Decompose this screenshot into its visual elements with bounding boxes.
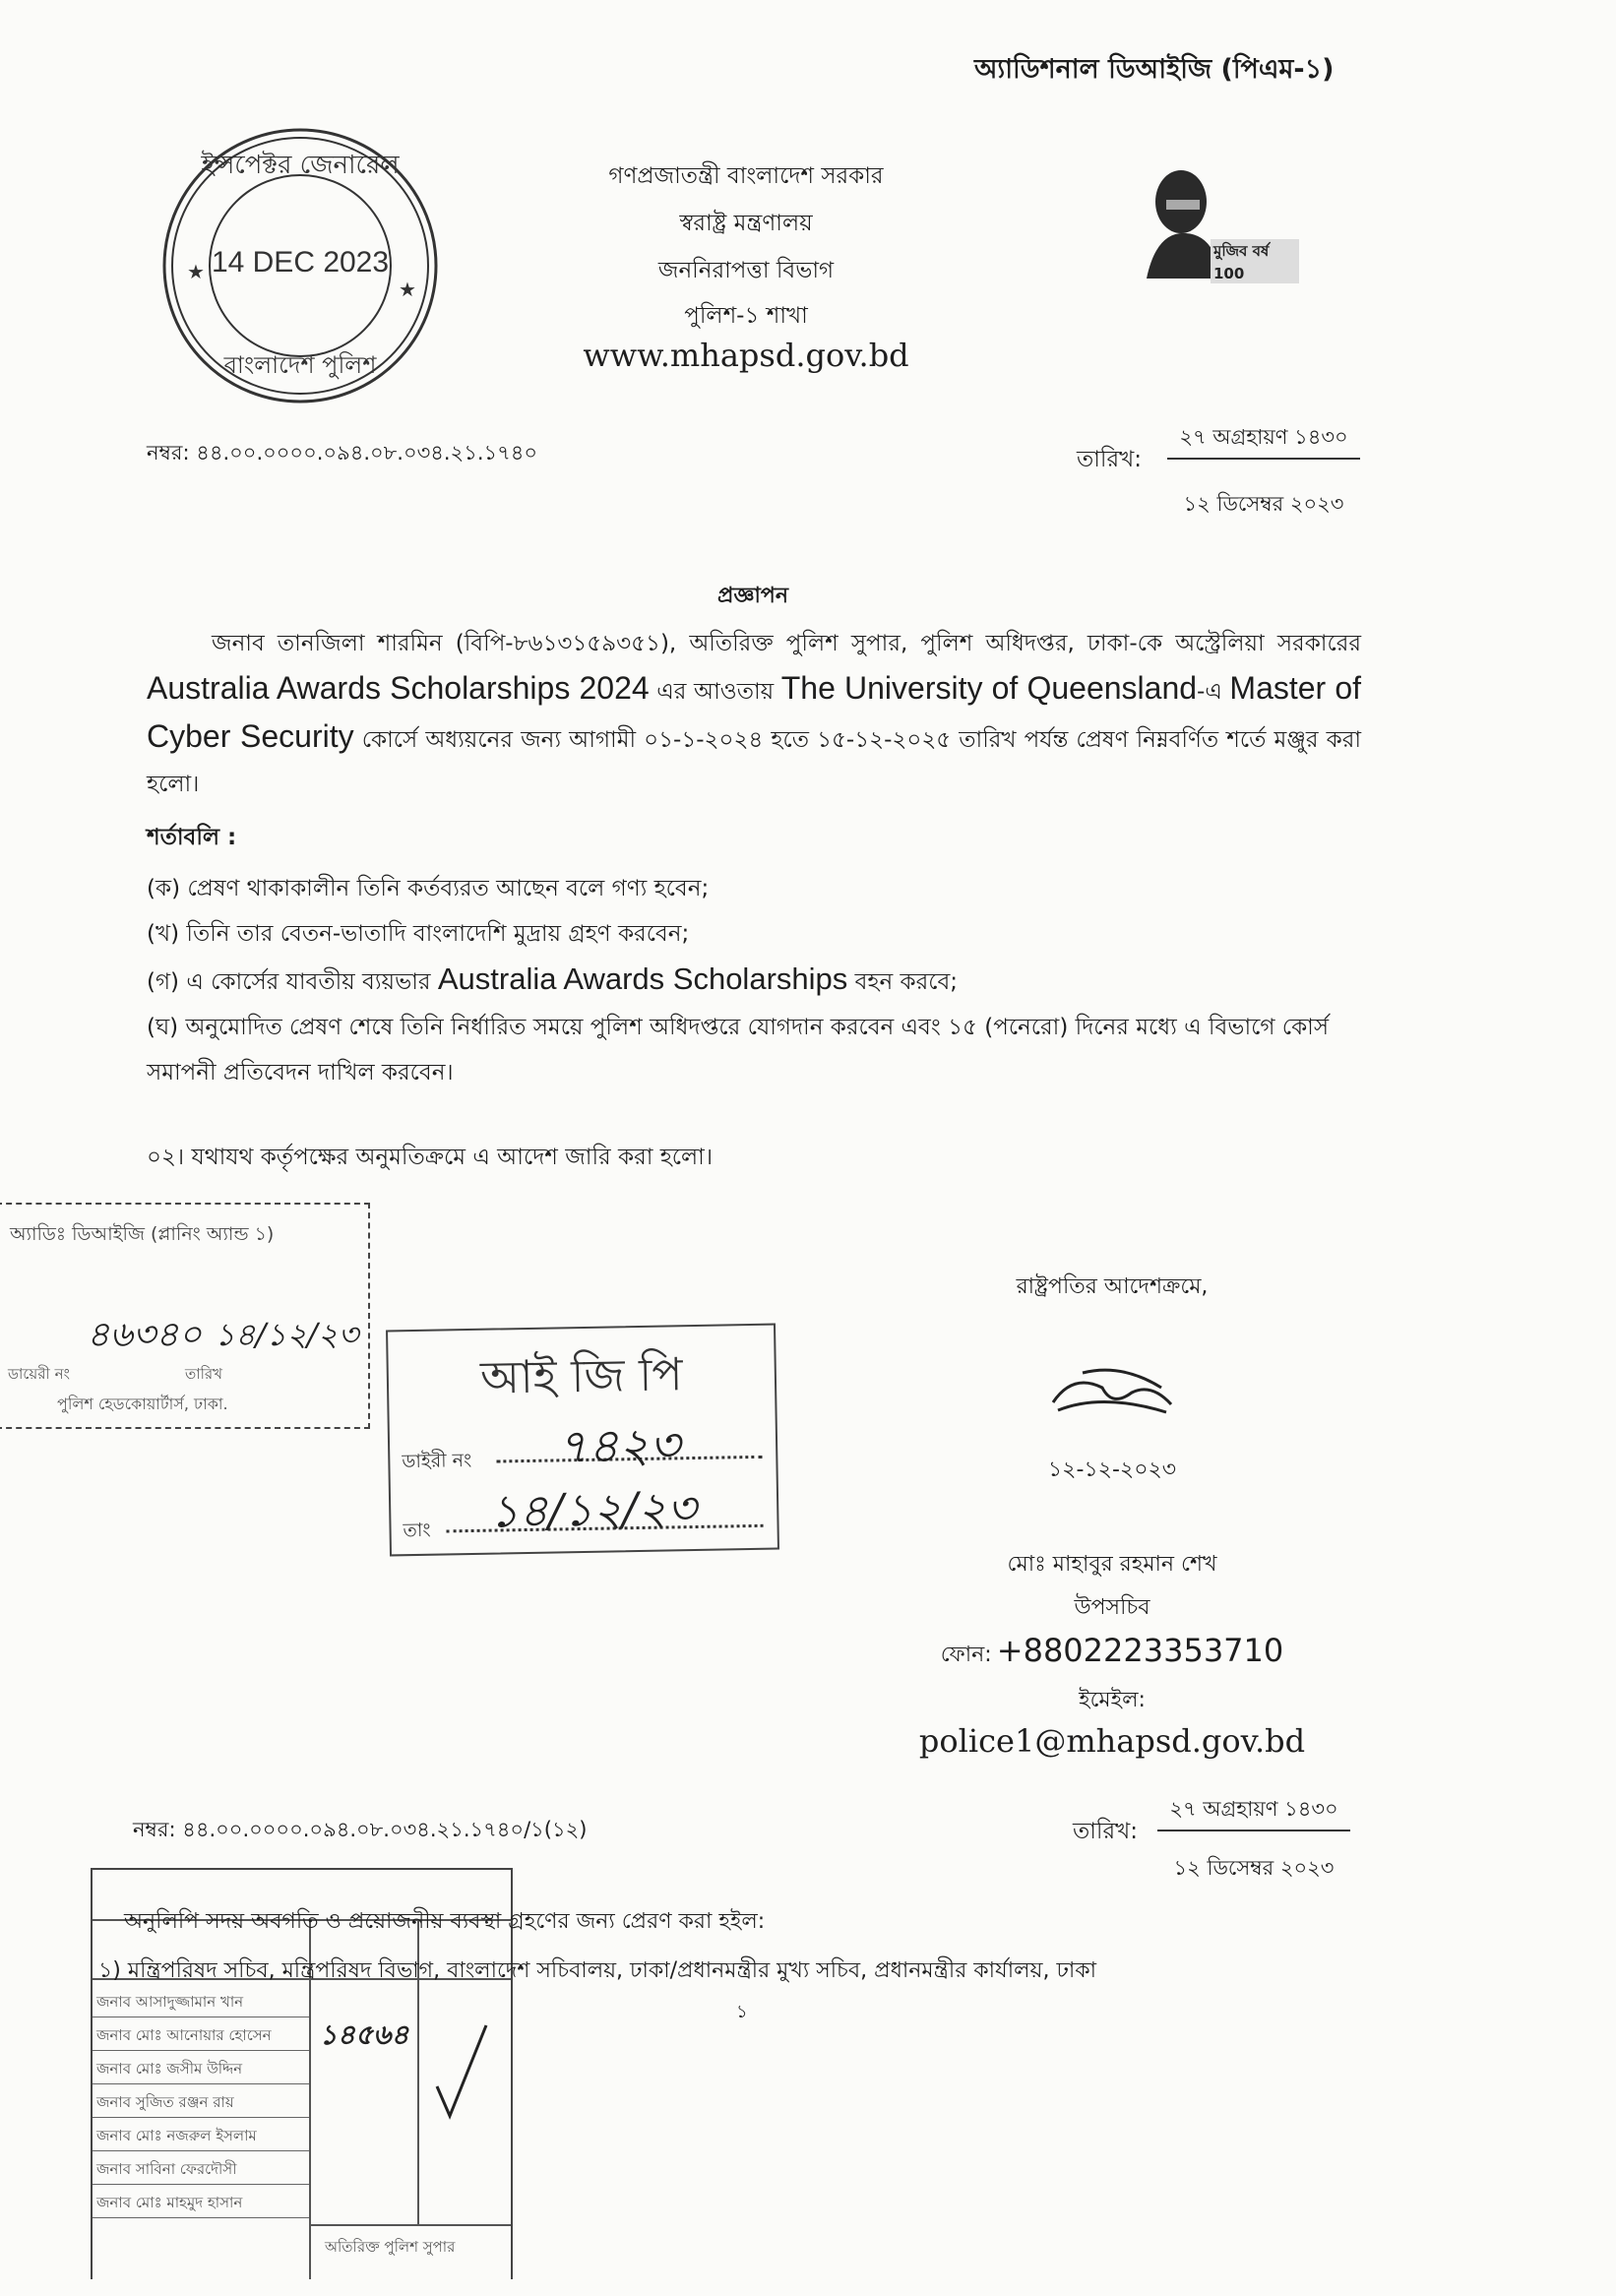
stamp-diary-number: ৪৬৩৪০ [87, 1315, 202, 1355]
seal-bottom-text: বাংলাদেশ পুলিশ [223, 351, 377, 379]
notification-body-section [147, 622, 1361, 1180]
routing-row: জনাব সুজিত রঞ্জন রায় [93, 2086, 309, 2118]
routing-row: জনাব মোঃ নজরুল ইসলাম [93, 2120, 309, 2151]
handwritten-signature [1043, 1363, 1181, 1432]
stamp-date-label: তারিখ [185, 1365, 222, 1383]
condition-text: বহন করবে; [854, 969, 959, 995]
ministry-name: স্বরাষ্ট্র মন্ত্রণালয় [679, 211, 813, 236]
stamp-date-label: তাং [403, 1519, 431, 1542]
phone-number: +8802223353710 [996, 1632, 1284, 1669]
stamp-diary-label: ডায়েরী নং [8, 1365, 70, 1383]
body-text: কোর্সে অধ্যয়নের জন্য আগামী ০১-১-২০২৪ হতে ১৫-১২-২০২৫ তারিখ পর্যন্ত প্রেষণ নিম্নবর্ণিত শর্তে মঞ্জুর করা হলো। [147, 727, 1362, 797]
routing-names [93, 1986, 309, 2222]
document-classification-label: অ্যাডিশনাল ডিআইজি (পিএম-১) [974, 54, 1335, 85]
seal-top-text: ইন্সপেক্টর জেনারেল [201, 151, 400, 180]
copy-date-bangla: ২৭ অগ্রহায়ণ ১৪৩০ [1157, 1793, 1350, 1831]
email-label: ইমেইল: [1079, 1688, 1146, 1712]
university-name: The University of Queensland [780, 670, 1198, 706]
routing-row: জনাব মোঃ আনোয়ার হোসেন [93, 2019, 309, 2051]
branch-name: পুলিশ-১ শাখা [684, 303, 808, 329]
notification-body [147, 622, 1361, 807]
ig-office-seal [157, 123, 443, 408]
mujib-borsho-logo [1127, 162, 1299, 280]
condition-kha: (খ) তিনি তার বেতন-ভাতাদি বাংলাদেশি মুদ্রায় গ্রহণ করবেন; [147, 921, 690, 947]
conditions-heading: শর্তাবলি : [147, 825, 237, 850]
email-address[interactable]: police1@mhapsd.gov.bd [918, 1722, 1306, 1760]
date-label: তারিখ: [1077, 447, 1143, 472]
phone-label: ফোন: [940, 1643, 992, 1667]
presidential-order-line: রাষ্ট্রপতির আদেশক্রমে, [1016, 1274, 1209, 1299]
notification-title: প্রজ্ঞাপন [717, 584, 788, 608]
division-name: জননিরাপত্তা বিভাগ [657, 258, 835, 283]
stamp-date-handwritten: ১৪/১২/২৩ [215, 1316, 359, 1353]
stamp-igp-title: আই জি পি [479, 1347, 684, 1404]
condition-gha: (ঘ) অনুমোদিত প্রেষণ শেষে তিনি নির্ধারিত সময়ে পুলিশ অধিদপ্তরে যোগদান করবেন এবং ১৫ (পনেরো) দিনের মধ্যে এ বিভাগে কোর্স সমাপনী প্রতিবেদন দাখিল করবেন। [147, 1015, 1330, 1086]
signatory-designation: উপসচিব [1074, 1595, 1150, 1620]
condition-ga [147, 957, 1361, 1005]
copy-memo-number: নম্বর: ৪৪.০০.০০০০.০৯৪.০৮.০৩৪.২১.১৭৪০/১(১২) [133, 1818, 588, 1841]
routing-row: জনাব মোঃ জসীম উদ্দিন [93, 2053, 309, 2084]
copy-date-label: তারিখ: [1073, 1819, 1139, 1844]
website-link[interactable]: www.mhapsd.gov.bd [583, 337, 909, 374]
receipt-stamp-addl-dig [0, 1203, 370, 1429]
signatory-name: মোঃ মাহাবুর রহমান শেখ [1007, 1552, 1217, 1577]
condition-ka: (ক) প্রেষণ থাকাকালীন তিনি কর্তব্যরত আছেন বলে গণ্য হবেন; [147, 876, 710, 901]
phone-line [866, 1632, 1358, 1674]
routing-stamp-number: ১৪৫৬৪ [319, 2018, 409, 2051]
body-text: এর আওতায় [656, 679, 775, 705]
seal-date: 14 DEC 2023 [211, 246, 390, 279]
routing-footer: অতিরিক্ত পুলিশ সুপার [325, 2238, 456, 2256]
page-number: ১ [736, 2002, 748, 2022]
course-name: Master of Cyber Security [147, 670, 1362, 754]
body-text: জনাব তানজিলা শারমিন (বিপি-৮৬১৩১৫৯৩৫১), অতিরিক্ত পুলিশ সুপার, পুলিশ অধিদপ্তর, ঢাকা-কে অস্ট্রেলিয়া সরকারের [212, 631, 1361, 656]
condition-text: (গ) এ কোর্সের যাবতীয় ব্যয়ভার [147, 969, 431, 995]
svg-text:★: ★ [399, 278, 416, 301]
stamp-header: অ্যাডিঃ ডিআইজি (প্লানিং অ্যান্ড ১) [10, 1223, 275, 1245]
svg-text:★: ★ [187, 260, 205, 283]
signature-date: ১২-১২-২০২৩ [1047, 1458, 1177, 1482]
stamp-date-handwritten: ১৪/১২/২৩ [488, 1480, 697, 1538]
copy-intro: অনুলিপি সদয় অবগতি ও প্রয়োজনীয় ব্যবস্থা গ্রহণের জন্য প্রেরণ করা হইল: [124, 1909, 766, 1934]
stamp-footer: পুলিশ হেডকোয়ার্টার্স, ঢাকা. [57, 1395, 228, 1413]
memo-number: নম্বর: ৪৪.০০.০০০০.০৯৪.০৮.০৩৪.২১.১৭৪০ [147, 441, 538, 465]
date-bangla: ২৭ অগ্রহায়ণ ১৪৩০ [1167, 421, 1360, 460]
checkmark-icon [432, 2017, 491, 2126]
government-name: গণপ্রজাতন্ত্রী বাংলাদেশ সরকার [608, 163, 884, 189]
stamp-diary-number: ৭৪২৩ [556, 1417, 681, 1475]
paragraph-two: ০২। যথাযথ কর্তৃপক্ষের অনুমতিক্রমে এ আদেশ জারি করা হলো। [147, 1145, 714, 1170]
stamp-diary-label: ডাইরী নং [402, 1449, 472, 1473]
scholarship-name: Australia Awards Scholarships [437, 962, 848, 996]
scholarship-name: Australia Awards Scholarships 2024 [147, 670, 650, 706]
receipt-stamp-igp [386, 1324, 779, 1557]
routing-row: জনাব মোঃ মাহমুদ হাসান [93, 2187, 309, 2218]
copy-date-gregorian: ১২ ডিসেম্বর ২০২৩ [1173, 1856, 1335, 1880]
routing-row: জনাব সাবিনা ফেরদৌসী [93, 2153, 309, 2185]
copy-recipient-1: ১) মন্ত্রিপরিষদ সচিব, মন্ত্রিপরিষদ বিভাগ, বাংলাদেশ সচিবালয়, ঢাকা/প্রধানমন্ত্রীর মুখ্য সচিব, প্রধানমন্ত্রীর কার্যালয়, ঢাকা [98, 1958, 1097, 1983]
body-text: -এ [1197, 679, 1222, 705]
logo-text: মুজিব বর্ষ 100 [1211, 239, 1299, 283]
date-gregorian: ১২ ডিসেম্বর ২০২৩ [1183, 492, 1344, 516]
routing-row: জনাব আসাদুজ্জামান খান [93, 1986, 309, 2017]
